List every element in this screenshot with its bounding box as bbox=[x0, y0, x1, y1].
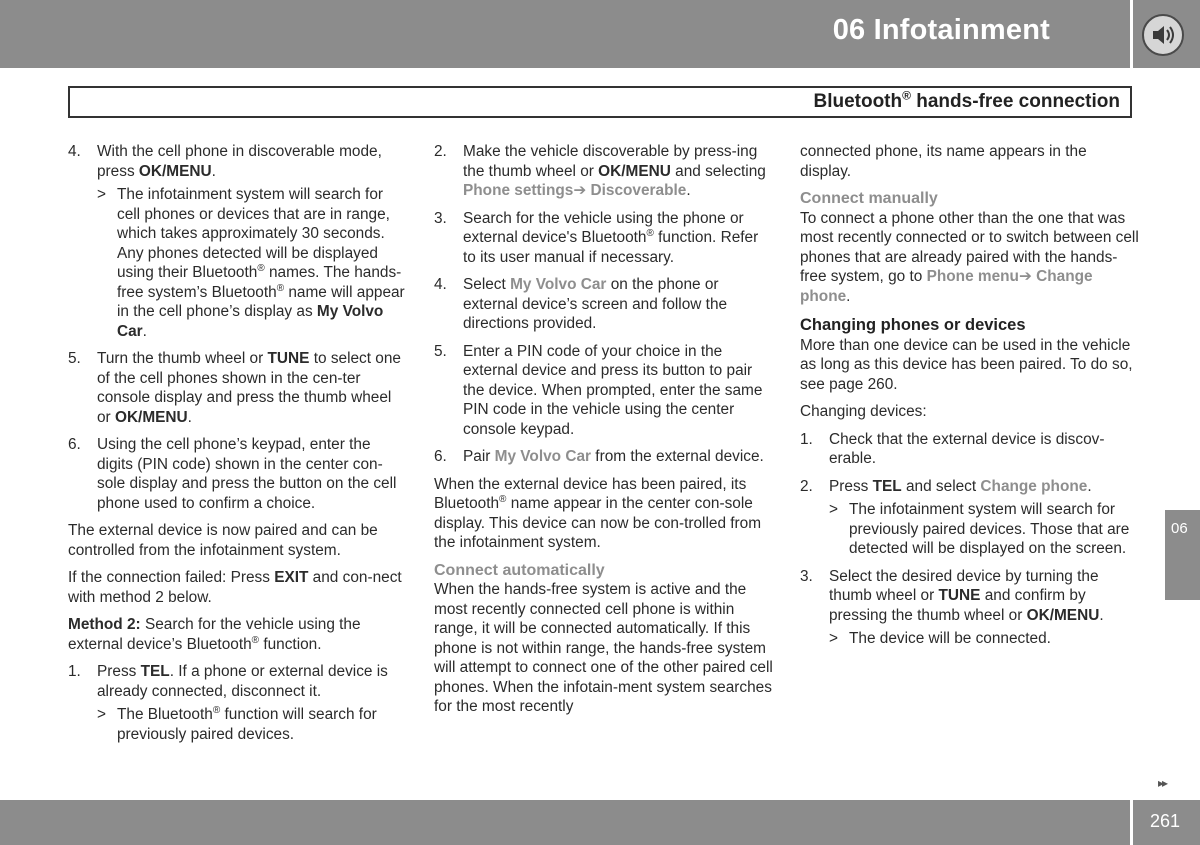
page-number-box bbox=[1133, 800, 1200, 845]
list-item: 4. With the cell phone in discoverable mode, press OK/MENU. > The infotainment system will search for cell phones or devices that are in range, which takes approximately 30 seconds. Any phones detected will be displayed using their Bluetooth® names. The hands-free system’s Bluetooth® name will appear in the cell phone’s display as My Volvo Car. bbox=[68, 142, 408, 341]
list-item: 6. Using the cell phone’s keypad, enter the digits (PIN code) shown in the center con-sole display and press the button on the cell phone used to confirm a choice. bbox=[68, 436, 397, 512]
paragraph: More than one device can be used in the vehicle as long as this device has been paired. To do so, see page 260. bbox=[800, 336, 1133, 393]
speaker-icon bbox=[1142, 14, 1184, 56]
list-item: 5. Turn the thumb wheel or TUNE to select one of the cell phones shown in the cen-ter console display and press the thumb wheel or OK/MENU. bbox=[68, 350, 401, 426]
sub-item: > The infotainment system will search for cell phones or devices that are in range, which takes approximately 30 seconds. Any phones detected will be displayed using their Bluetooth® names. The hands-free system’s Bluetooth® name will appear in the cell phone’s display as My Volvo Car. bbox=[97, 186, 405, 340]
column-2 bbox=[434, 142, 774, 725]
paragraph: connected phone, its name appears in the display. bbox=[800, 143, 1087, 180]
list-item: 4. Select My Volvo Car on the phone or external device’s screen and follow the directions provided. bbox=[434, 276, 728, 332]
paragraph: If the connection failed: Press EXIT and con-nect with method 2 below. bbox=[68, 569, 402, 606]
arrow-right-icon: ➔ bbox=[1018, 268, 1032, 285]
heading-connect-automatically: Connect automatically bbox=[434, 561, 605, 579]
section-title: Bluetooth® hands-free connection bbox=[813, 88, 1120, 112]
page-number: 261 bbox=[1150, 811, 1181, 831]
sub-item: > The infotainment system will search for previously paired devices. Those that are detected will be displayed on the screen. bbox=[829, 501, 1130, 557]
section-title-bar bbox=[68, 86, 1132, 118]
paragraph: When the hands-free system is active and the most recently connected cell phone is within range, it will be connected automatically. If this phone is not within range, the hands-free system will attempt to connect one of the other paired cell phones. When the infotain-ment system searches for the most recently bbox=[434, 581, 773, 715]
list-item: 5. Enter a PIN code of your choice in the external device and press its button to pair the device. When prompted, enter the same PIN code in the vehicle using the center console keypad. bbox=[434, 342, 763, 438]
column-1 bbox=[68, 142, 408, 752]
paragraph: When the external device has been paired, its Bluetooth® name appear in the center con-sole display. This device can now be con-trolled from the infotainment system. bbox=[434, 475, 762, 551]
list-item: 2. Make the vehicle discoverable by press-ing the thumb wheel or OK/MENU and selecting Phone settings➔ Discoverable. bbox=[434, 143, 766, 199]
chapter-title: 06 Infotainment bbox=[832, 14, 1050, 46]
heading-connect-manually: Connect manually bbox=[800, 190, 938, 207]
continue-arrows-icon: ▸▸ bbox=[1158, 776, 1167, 790]
list-item: 1. Check that the external device is discov-erable. bbox=[800, 430, 1105, 467]
paragraph: To connect a phone other than the one that was most recently connected or to switch between cell phones that are already paired with the hands-free system, go to Phone menu➔ Change phone. bbox=[800, 209, 1139, 305]
list-item: 3. Select the desired device by turning the thumb wheel or TUNE and confirm by pressing the thumb wheel or OK/MENU. > The device will be connected. bbox=[800, 567, 1140, 649]
chapter-icon-box bbox=[1133, 0, 1200, 68]
column-3 bbox=[800, 142, 1140, 657]
chapter-side-tab: 06 bbox=[1165, 510, 1200, 600]
sub-item: > The device will be connected. bbox=[829, 630, 1051, 647]
list-item: 6. Pair My Volvo Car from the external device. bbox=[434, 448, 764, 465]
list-item: 1. Press TEL. If a phone or external device is already connected, disconnect it. > The Bluetooth® function will search for previously paired devices. bbox=[68, 662, 408, 744]
arrow-right-icon: ➔ bbox=[573, 182, 587, 199]
sub-item: > The Bluetooth® function will search for previously paired devices. bbox=[97, 704, 377, 743]
list-item: 3. Search for the vehicle using the phone or external device's Bluetooth® function. Refer to its user manual if necessary. bbox=[434, 209, 759, 266]
footer-bar bbox=[0, 800, 1130, 845]
heading-changing-phones: Changing phones or devices bbox=[800, 316, 1026, 334]
paragraph: Method 2: Search for the vehicle using the external device’s Bluetooth® function. bbox=[68, 616, 361, 653]
chapter-header bbox=[0, 0, 1130, 68]
list-item: 2. Press TEL and select Change phone. > The infotainment system will search for previously paired devices. Those that are detected will be displayed on the screen. bbox=[800, 477, 1140, 559]
paragraph: The external device is now paired and can be controlled from the infotainment system. bbox=[68, 522, 378, 559]
paragraph: Changing devices: bbox=[800, 403, 927, 420]
